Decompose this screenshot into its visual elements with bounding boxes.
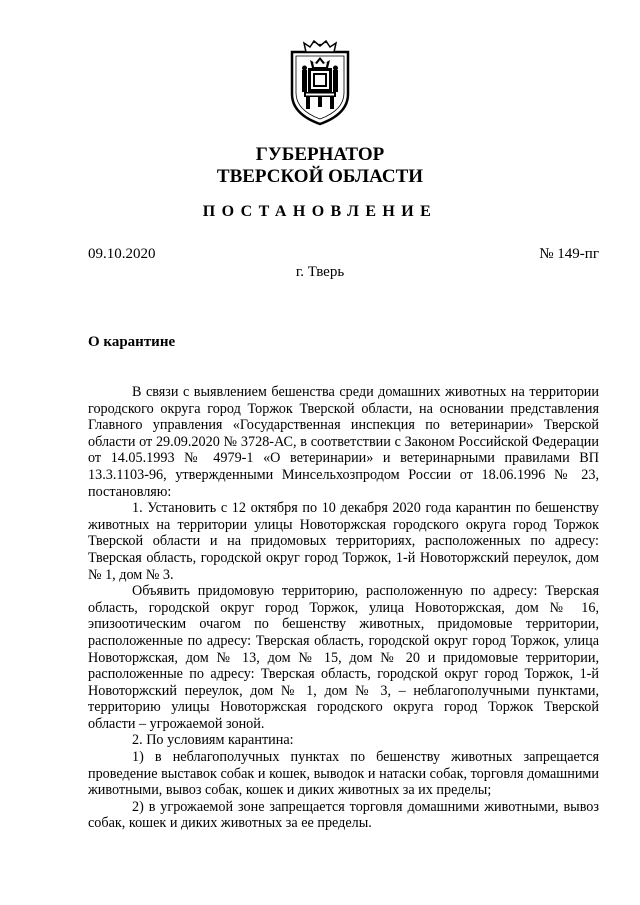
document-subject: О карантине [88, 334, 176, 350]
region-title: ТВЕРСКОЙ ОБЛАСТИ [216, 166, 424, 187]
document-body [88, 384, 599, 832]
body-paragraph: В связи с выявлением бешенства среди домашних животных на территории городского округа город Торжок Тверской области, на основании представления Главного управления «Государственная инспекция по ветеринарии» Тверской области от 29.09.2020 № 3728-АС, в соответствии с Законом Российской Федерации от 14.05.1993 № 4979-1 «О ветеринарии» и ветеринарными правилами ВП 13.3.1103-96, утвержденными Минсельхозпродом России от 18.06.1996 № 23, постановляю: [88, 384, 599, 500]
body-paragraph: 2) в угрожаемой зоне запрещается торговля домашними животными, вывоз собак, кошек и диких животных за ее пределы. [88, 798, 599, 832]
body-paragraph: 1) в неблагополучных пунктах по бешенству животных запрещается проведение выставок собак и кошек, выводок и натаски собак, торговля домашними животными, вывоз собак, кошек и диких животных за их пределы; [88, 749, 599, 799]
body-paragraph: Объявить придомовую территорию, расположенную по адресу: Тверская область, городской округ город Торжок, улица Новоторжская, дом № 16, эпизоотическим очагом по бешенству животных, придомовые территории, расположенные по адресу: Тверская область, городской округ город Торжок, улица Новоторжская, дом № 13, дом № 15, дом № 20 и придомовые территории, расположенные по адресу: Тверская область, городской округ город Торжок, 1-й Новоторжский переулок, дом № 1, дом № 3, – неблагополучными пунктами, территорию улицы Новоторжская городского округа город Торжок Тверской области – угрожаемой зоной. [88, 583, 599, 732]
document-city: г. Тверь [295, 264, 345, 280]
document-number: № 149-пг [539, 246, 599, 262]
document-type-title: ПОСТАНОВЛЕНИЕ [202, 203, 438, 220]
governor-title: ГУБЕРНАТОР [255, 144, 385, 165]
body-paragraph: 2. По условиям карантина: [132, 732, 294, 749]
tver-coat-of-arms-icon [288, 40, 352, 126]
document-date: 09.10.2020 [88, 246, 156, 262]
body-paragraph: 1. Установить с 12 октября по 10 декабря 2020 года карантин по бешенству животных на территории улицы Новоторжская городского округа город Торжок Тверской области и на придомовых территориях, расположенных по адресу: Тверская область, городской округ город Торжок, 1-й Новоторжский переулок, дом № 1, дом № 3. [88, 500, 599, 583]
